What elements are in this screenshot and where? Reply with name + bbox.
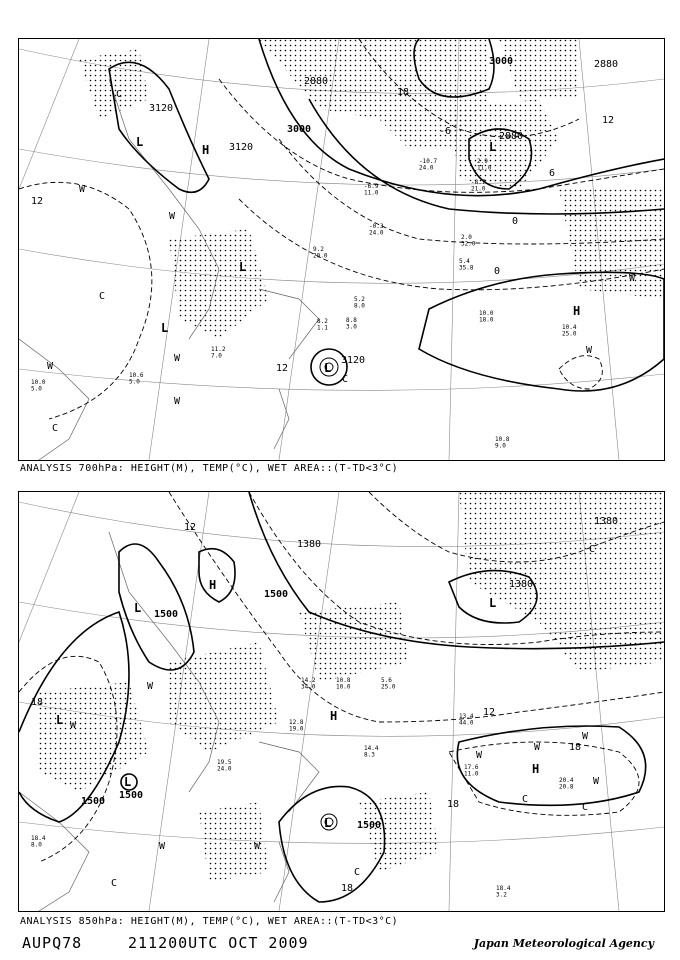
station-plot: 9.2 20.0 [313, 246, 328, 260]
contour-label: 1500 [154, 609, 179, 620]
station-plot: -8.7 21.0 [471, 179, 486, 193]
contour-label: 12 [31, 196, 44, 207]
station-plot: -10.7 24.0 [419, 158, 438, 172]
low-marker: L [134, 601, 142, 615]
low-marker: L [161, 321, 169, 335]
warm-marker: W [147, 681, 154, 692]
contour-label: 1500 [119, 790, 144, 801]
contour-label: 1380 [297, 539, 322, 550]
map-700hpa-canvas [19, 39, 664, 460]
contour-label: 0 [494, 266, 501, 277]
station-plot: 10.0 5.0 [31, 379, 46, 393]
station-plot: 11.2 7.0 [211, 346, 226, 360]
contour-label: 18 [341, 883, 354, 894]
low-marker: L [489, 596, 497, 610]
station-plot: 5.2 8.0 [354, 296, 365, 310]
coastlines [19, 79, 319, 460]
high-marker: H [532, 762, 540, 776]
contour-label: 3120 [149, 103, 174, 114]
cold-marker: C [522, 794, 529, 805]
low-marker: L [136, 135, 144, 149]
station-plot: 12.8 19.0 [289, 719, 304, 733]
contour-label: 12 [184, 522, 197, 533]
station-plot: 20.4 20.8 [559, 777, 574, 791]
contour-label: -6 [439, 126, 452, 137]
contour-label: 1500 [357, 820, 382, 831]
station-plot: 18.4 3.2 [496, 885, 511, 899]
contour-label: 3000 [489, 56, 514, 67]
high-marker: H [330, 709, 338, 723]
warm-marker: W [79, 184, 86, 195]
low-marker: L [324, 361, 332, 375]
high-marker: H [573, 304, 581, 318]
station-plot: 10.0 18.0 [479, 310, 494, 324]
station-plot: 5.4 35.8 [459, 258, 474, 272]
warm-marker: W [174, 396, 181, 407]
station-plot: 2.0 32.0 [461, 234, 476, 248]
warm-marker: W [47, 361, 54, 372]
contour-label: 3120 [229, 142, 254, 153]
contour-label: 18 [397, 87, 410, 98]
contour-label: 1500 [81, 796, 106, 807]
low-marker: L [56, 713, 64, 727]
station-plot: 10.6 5.0 [129, 372, 144, 386]
station-plot: 2.9 11.0 [477, 158, 492, 172]
cold-marker: C [354, 867, 361, 878]
high-marker: H [202, 143, 210, 157]
station-plot: 13.4 44.0 [459, 713, 474, 727]
contour-label: 18 [447, 799, 460, 810]
station-plot: 10.8 10.0 [336, 677, 351, 691]
wet-areas [39, 492, 664, 882]
contour-label: 12 [276, 363, 289, 374]
cold-marker: C [116, 89, 123, 100]
station-plot: -0.3 24.0 [369, 223, 384, 237]
cold-marker: C [99, 291, 106, 302]
station-plot: 5.6 25.0 [381, 677, 396, 691]
analysis-time: 211200UTC OCT 2009 [128, 934, 309, 952]
cold-marker: C [589, 544, 596, 555]
map-850hpa [18, 491, 665, 912]
station-plot: 17.6 11.0 [464, 764, 479, 778]
station-plot: 10.8 9.0 [495, 436, 510, 450]
contour-label: 2880 [499, 131, 524, 142]
warm-marker: W [586, 345, 593, 356]
contour-label: 6 [549, 168, 556, 179]
cold-marker: C [582, 802, 589, 813]
contour-label: 2880 [304, 76, 329, 87]
warm-marker: W [169, 211, 176, 222]
contour-label: 1380 [509, 579, 534, 590]
warm-marker: W [593, 776, 600, 787]
low-marker: L [124, 775, 132, 789]
station-plot: 14.2 34.0 [301, 677, 316, 691]
low-marker: L [324, 816, 332, 830]
map-850hpa-canvas [19, 492, 664, 911]
contour-label: 0 [512, 216, 519, 227]
station-plot: 8.8 3.0 [346, 317, 357, 331]
contour-label: 12 [483, 707, 496, 718]
warm-marker: W [534, 742, 541, 753]
warm-marker: W [159, 841, 166, 852]
station-plot: 18.4 8.0 [31, 835, 46, 849]
contour-label: 1500 [264, 589, 289, 600]
warm-marker: W [70, 720, 77, 731]
warm-marker: W [254, 841, 261, 852]
warm-marker: W [582, 731, 589, 742]
cold-marker: C [111, 878, 118, 889]
caption-850hpa: ANALYSIS 850hPa: HEIGHT(M), TEMP(°C), WET AREA::(T-TD<3°C) [20, 916, 399, 927]
contour-label: 2880 [594, 59, 619, 70]
contour-label: 1380 [594, 516, 619, 527]
warm-marker: W [174, 353, 181, 364]
warm-marker: W [476, 750, 483, 761]
station-plot: 10.4 25.0 [562, 324, 577, 338]
caption-700hpa: ANALYSIS 700hPa: HEIGHT(M), TEMP(°C), WET AREA::(T-TD<3°C) [20, 463, 399, 474]
contour-label: 3120 [341, 355, 366, 366]
station-plot: -6.9 11.0 [364, 183, 379, 197]
high-marker: H [209, 578, 217, 592]
contour-label: 18 [569, 742, 582, 753]
low-marker: L [489, 140, 497, 154]
contour-label: 12 [602, 115, 615, 126]
low-marker: L [239, 260, 247, 274]
cold-marker: C [342, 374, 349, 385]
station-plot: 14.4 8.3 [364, 745, 379, 759]
contour-label: 18 [31, 697, 44, 708]
map-700hpa [18, 38, 665, 461]
chart-code: AUPQ78 [22, 934, 83, 952]
station-plot: 8.2 1.1 [317, 318, 328, 332]
agency-name: Japan Meteorological Agency [473, 937, 654, 950]
contour-label: 3000 [287, 124, 312, 135]
warm-marker: W [629, 273, 636, 284]
station-plot: 19.5 24.0 [217, 759, 232, 773]
cold-marker: C [52, 423, 59, 434]
